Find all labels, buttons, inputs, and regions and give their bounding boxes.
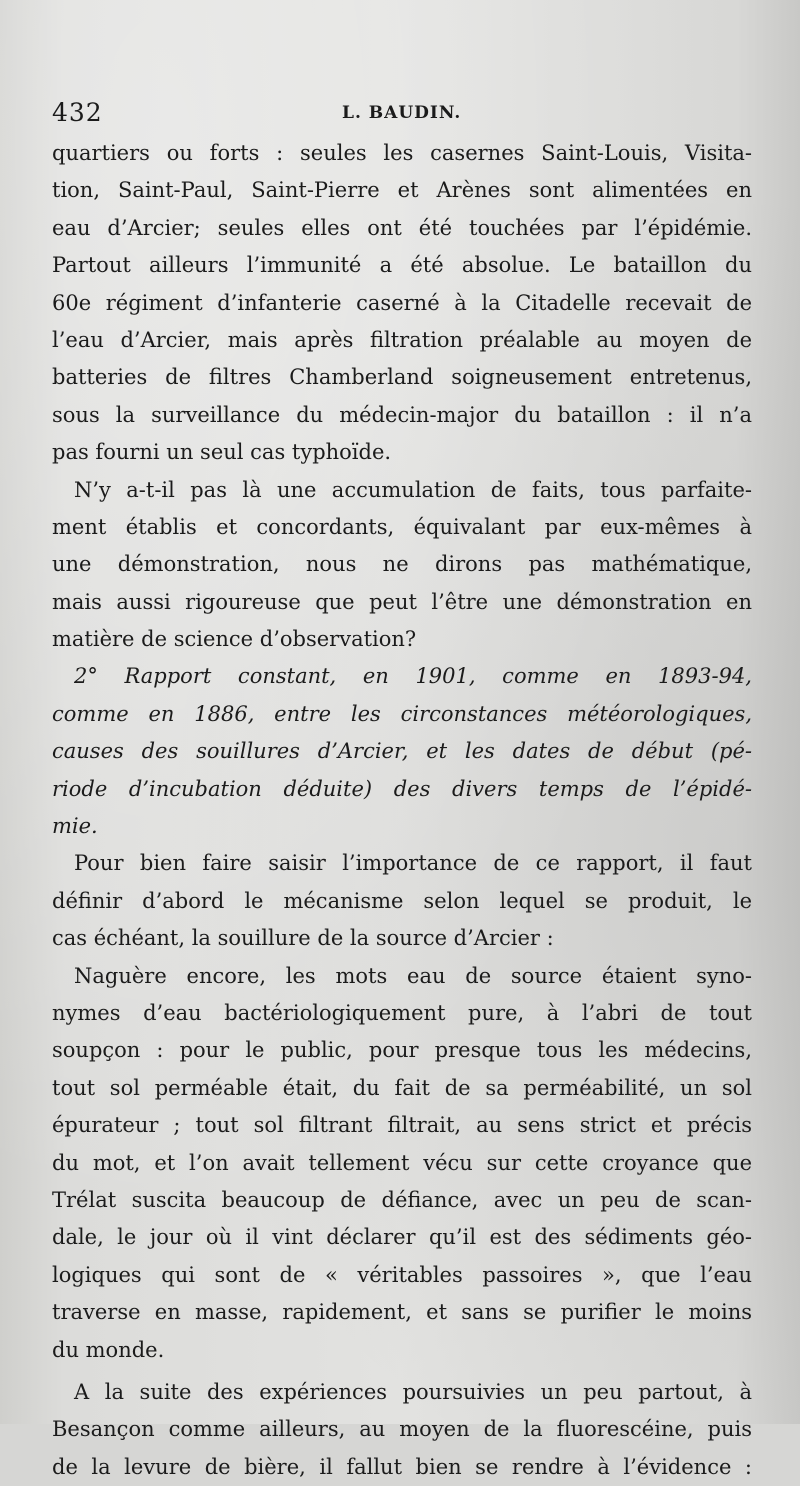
running-head: L. BAUDIN. <box>342 103 462 123</box>
text-line: quartiers ou forts : seules les casernes Saint-Louis, Visita- <box>52 141 752 165</box>
text-line: logiques qui sont de « véritables passoires », que l’eau <box>52 1262 752 1287</box>
page-header <box>52 96 752 130</box>
section-heading-line: causes des souillures d’Arcier, et les dates de début (pé- <box>52 739 752 764</box>
text-line: soupçon : pour le public, pour presque tous les médecins, <box>52 1038 752 1063</box>
text-line: cas échéant, la souillure de la source d’Arcier : <box>52 926 554 951</box>
text-line: tion, Saint-Paul, Saint-Pierre et Arènes sont alimentées en <box>52 178 752 203</box>
text-line: Besançon comme ailleurs, au moyen de la fluorescéine, puis <box>52 1417 752 1442</box>
page-number: 432 <box>52 98 103 127</box>
section-heading-line: comme en 1886, entre les circonstances météorologiques, <box>52 701 752 726</box>
section-heading-line: mie. <box>52 814 98 839</box>
text-line: Naguère encore, les mots eau de source étaient syno- <box>74 963 752 988</box>
text-line: définir d’abord le mécanisme selon lequel se produit, le <box>52 888 752 913</box>
text-line: mais aussi rigoureuse que peut l’être une démonstration en <box>52 589 752 614</box>
text-line: tout sol perméable était, du fait de sa perméabilité, un sol <box>52 1075 752 1100</box>
text-line: traverse en masse, rapidement, et sans se purifier le moins <box>52 1300 752 1325</box>
text-line: une démonstration, nous ne dirons pas mathématique, <box>52 552 752 577</box>
text-line: de la levure de bière, il fallut bien se rendre à l’évidence : <box>52 1454 752 1479</box>
text-line: dale, le jour où il vint déclarer qu’il est des sédiments géo- <box>52 1225 752 1250</box>
text-line: pas fourni un seul cas typhoïde. <box>52 440 392 465</box>
text-line: Partout ailleurs l’immunité a été absolue. Le bataillon du <box>52 253 752 278</box>
text-line: A la suite des expériences poursuivies un peu partout, à <box>74 1379 752 1404</box>
text-line: l’eau d’Arcier, mais après filtration préalable au moyen de <box>52 327 752 352</box>
text-line: du mot, et l’on avait tellement vécu sur cette croyance que <box>52 1150 752 1175</box>
text-line: ment établis et concordants, équivalant par eux-mêmes à <box>52 514 752 539</box>
text-line: épurateur ; tout sol filtrant filtrait, au sens strict et précis <box>52 1113 752 1138</box>
body-text <box>52 135 752 1486</box>
text-line: Trélat suscita beaucoup de défiance, avec un peu de scan- <box>52 1187 752 1212</box>
text-line: sous la surveillance du médecin-major du bataillon : il n’a <box>52 402 752 427</box>
text-line: eau d’Arcier; seules elles ont été touchées par l’épidémie. <box>52 215 752 240</box>
text-line: batteries de filtres Chamberland soigneusement entretenus, <box>52 365 752 390</box>
text-line: N’y a-t-il pas là une accumulation de faits, tous parfaite- <box>74 477 752 502</box>
section-heading-line: riode d’incubation déduite) des divers temps de l’épidé- <box>52 776 752 801</box>
text-line: 60e régiment d’infanterie caserné à la Citadelle recevait de <box>52 290 752 315</box>
text-line: du monde. <box>52 1337 165 1362</box>
text-line: nymes d’eau bactériologiquement pure, à l’abri de tout <box>52 1000 752 1025</box>
text-line: matière de science d’observation? <box>52 627 417 652</box>
section-heading-line: 2° Rapport constant, en 1901, comme en 1893-94, <box>74 664 752 689</box>
text-line: Pour bien faire saisir l’importance de ce rapport, il faut <box>74 851 752 876</box>
